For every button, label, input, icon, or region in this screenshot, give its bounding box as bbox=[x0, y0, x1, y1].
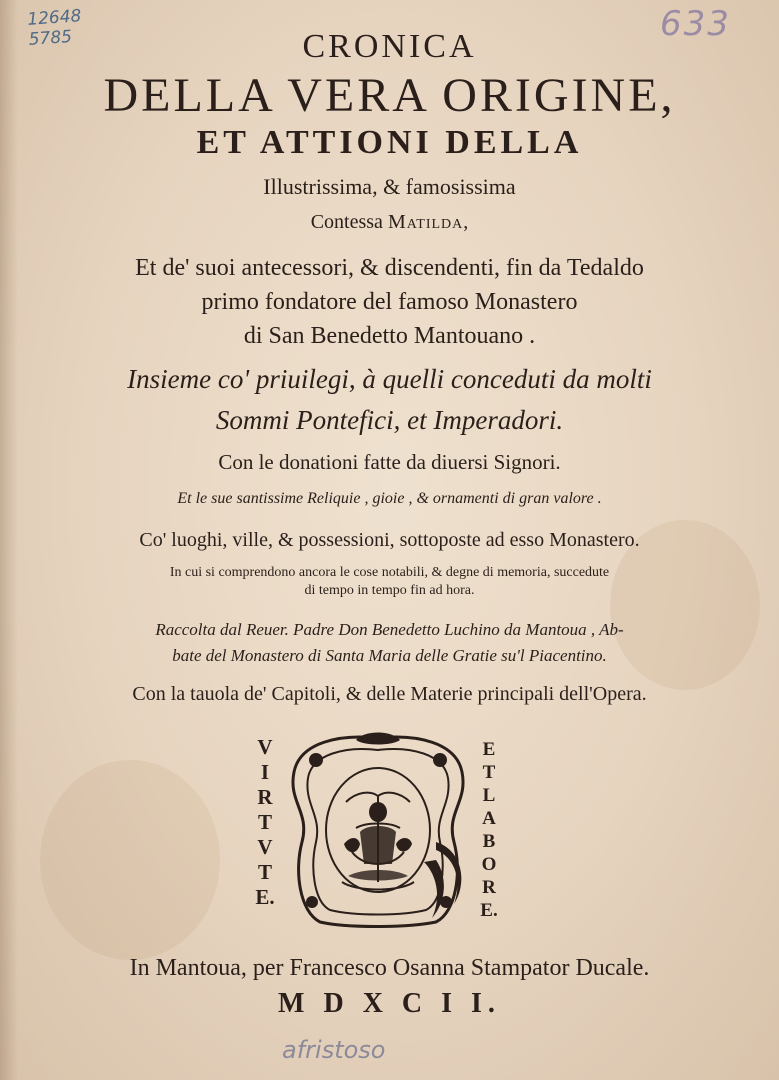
motto-virtute bbox=[250, 735, 280, 910]
handwritten-signature: afristoso bbox=[282, 1036, 386, 1064]
title-line-et-attioni: ET ATTIONI DELLA bbox=[196, 124, 583, 161]
text-in-cui: In cui si comprendono ancora le cose notabili, & degne di memoria, succedute bbox=[169, 565, 610, 580]
motto-left-letter: T bbox=[257, 810, 272, 834]
title-line-illustrissima: Illustrissima, & famosissima bbox=[263, 174, 516, 199]
matilda-name: Matilda bbox=[387, 211, 464, 233]
text-bate-del-monastero: bate del Monastero di Santa Maria delle Gratie su'l Piacentino. bbox=[172, 646, 607, 665]
motto-right-letter: B bbox=[482, 831, 496, 852]
title-line-san-benedetto: di San Benedetto Mantouano . bbox=[243, 323, 536, 349]
title-line-primo-fondatore: primo fondatore del famoso Monastero bbox=[201, 289, 578, 315]
motto-left-letter: T bbox=[257, 860, 272, 884]
motto-right-letter: T bbox=[482, 762, 496, 783]
motto-left-letter: V bbox=[257, 835, 273, 859]
printers-device-emblem bbox=[286, 732, 470, 928]
shelfmark-line-2: 5785 bbox=[28, 26, 73, 50]
motto-right-letter: E bbox=[482, 739, 496, 760]
paper-stain bbox=[40, 760, 220, 960]
text-tauola: Con la tauola de' Capitoli, & delle Materie principali dell'Opera. bbox=[132, 683, 647, 705]
text-di-tempo: di tempo in tempo fin ad hora. bbox=[304, 583, 475, 598]
contessa-text: Contessa bbox=[310, 211, 388, 233]
motto-left-letter: I bbox=[260, 760, 270, 784]
motto-right-letter: O bbox=[481, 854, 497, 875]
motto-right-letter: E. bbox=[480, 900, 498, 921]
motto-right-letter: L bbox=[482, 785, 496, 806]
imprint-printer: In Mantoua, per Francesco Osanna Stampator Ducale. bbox=[129, 955, 650, 981]
text-sommi-pontefici: Sommi Pontefici, et Imperadori. bbox=[215, 405, 564, 435]
text-luoghi: Co' luoghi, ville, & possessioni, sottoposte ad esso Monastero. bbox=[139, 529, 640, 551]
title-line-tedaldo: Et de' suoi antecessori, & discendenti, fin da Tedaldo bbox=[135, 255, 644, 281]
title-line-cronica: CRONICA bbox=[302, 28, 477, 65]
handwritten-number: 633 bbox=[660, 4, 731, 44]
motto-right-letter: A bbox=[482, 808, 496, 829]
title-line-contessa bbox=[0, 211, 779, 234]
motto-et-labore bbox=[474, 738, 504, 922]
motto-left-letter: E. bbox=[255, 885, 275, 909]
text-reliquie: Et le sue santissime Reliquie , gioie , & ornamenti di gran valore . bbox=[177, 490, 602, 507]
title-line-della-vera-origine: DELLA VERA ORIGINE, bbox=[103, 69, 676, 122]
motto-left-letter: R bbox=[257, 785, 273, 809]
motto-right-letter: R bbox=[482, 877, 496, 898]
text-raccolta: Raccolta dal Reuer. Padre Don Benedetto Luchino da Mantoua , Ab- bbox=[155, 620, 624, 639]
motto-left-letter: V bbox=[257, 735, 273, 759]
shelfmark-line-1: 12648 bbox=[26, 6, 83, 30]
contessa-comma: , bbox=[463, 211, 469, 233]
imprint-date: M D X C I I. bbox=[278, 988, 501, 1019]
text-donationi: Con le donationi fatte da diuersi Signori. bbox=[218, 450, 561, 474]
text-insieme: Insieme co' priuilegi, à quelli conceduti da molti bbox=[127, 364, 652, 394]
